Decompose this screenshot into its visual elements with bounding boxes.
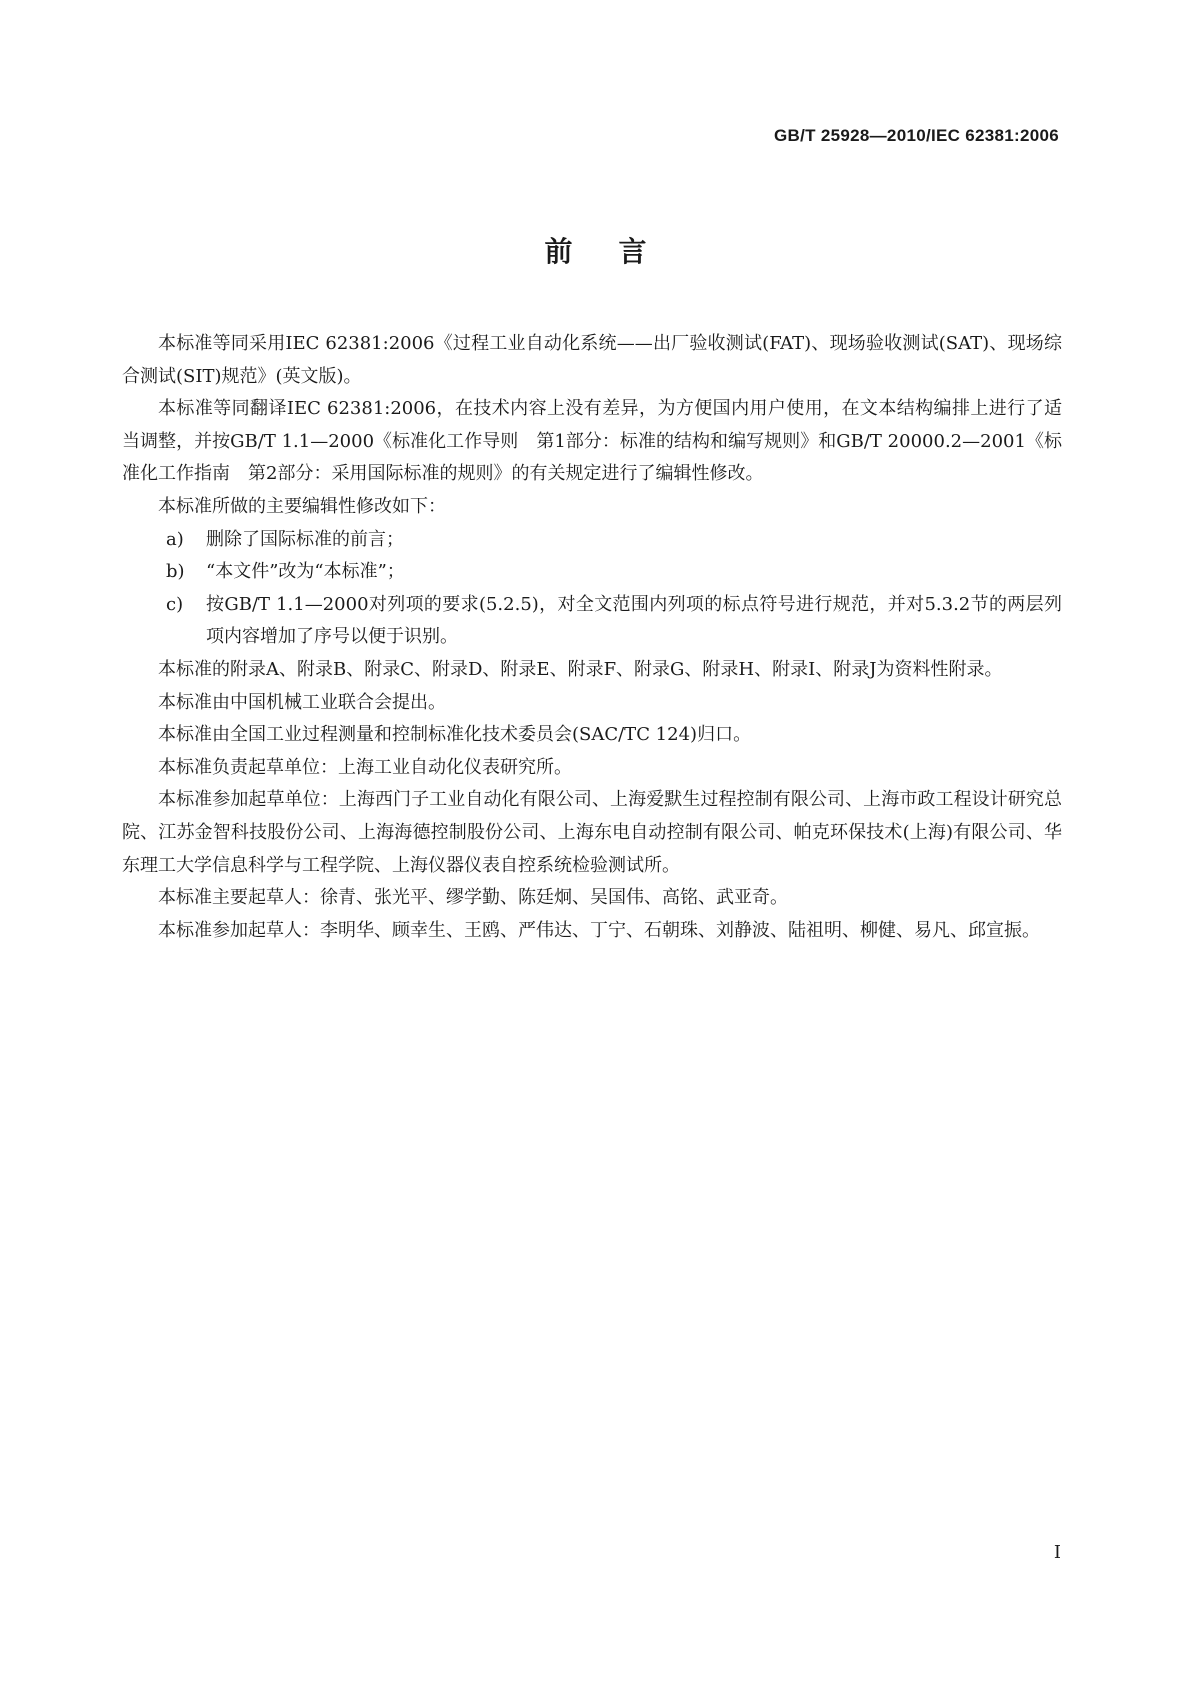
paragraph-adoption: 本标准等同采用IEC 62381:2006《过程工业自动化系统——出厂验收测试(FAT)、现场验收测试(SAT)、现场综合测试(SIT)规范》(英文版)。 (122, 333, 1062, 387)
paragraph-participating-drafters: 本标准参加起草人：李明华、顾幸生、王鸥、严伟达、丁宁、石朝珠、刘静波、陆祖明、柳健、易凡、邱宣振。 (158, 919, 1040, 941)
list-item-text: 按GB/T 1.1—2000对列项的要求(5.2.5)，对全文范围内列项的标点符号进行规范，并对5.3.2节的两层列项内容增加了序号以便于识别。 (206, 593, 1062, 648)
paragraph-committee: 本标准由全国工业过程测量和控制标准化技术委员会(SAC/TC 124)归口。 (158, 724, 752, 746)
paragraph-annexes: 本标准的附录A、附录B、附录C、附录D、附录E、附录F、附录G、附录H、附录I、附录J为资料性附录。 (158, 658, 1003, 680)
paragraph-translation: 本标准等同翻译IEC 62381:2006，在技术内容上没有差异，为方便国内用户使用，在文本结构编排上进行了适当调整，并按GB/T 1.1—2000《标准化工作导则 第1部分：标准的结构和编写规则》和GB/T 20000.2—2001《标准化工作指南 第2部分：采用国际标准的规则》的有关规定进行了编辑性修改。 (122, 398, 1062, 485)
list-item-text: “本文件”改为“本标准”； (206, 561, 405, 583)
paragraph-participating-units: 本标准参加起草单位：上海西门子工业自动化有限公司、上海爱默生过程控制有限公司、上海市政工程设计研究总院、江苏金智科技股份公司、上海海德控制股份公司、上海东电自动控制有限公司、帕克环保技术(上海)有限公司、华东理工大学信息科学与工程学院、上海仪器仪表自控系统检验测试所。 (122, 789, 1062, 876)
list-item-marker: a) (166, 528, 184, 550)
list-item (122, 556, 1062, 589)
list-item (122, 589, 1062, 654)
paragraph-main-drafters: 本标准主要起草人：徐青、张光平、缪学勤、陈廷炯、吴国伟、高铭、武亚奇。 (158, 887, 788, 909)
list-item-marker: b) (166, 561, 185, 583)
paragraph-lead-drafter: 本标准负责起草单位：上海工业自动化仪表研究所。 (158, 756, 572, 778)
paragraph-proposer: 本标准由中国机械工业联合会提出。 (158, 691, 446, 713)
foreword-body (122, 328, 1062, 947)
page-number: I (1053, 1542, 1061, 1563)
page-title: 前言 (544, 235, 693, 268)
list-item (122, 524, 1062, 557)
standard-code: GB/T 25928—2010/IEC 62381:2006 (774, 126, 1059, 145)
paragraph-edits-intro: 本标准所做的主要编辑性修改如下： (158, 495, 446, 517)
list-item-marker: c) (166, 593, 184, 615)
list-item-text: 删除了国际标准的前言； (206, 528, 404, 550)
